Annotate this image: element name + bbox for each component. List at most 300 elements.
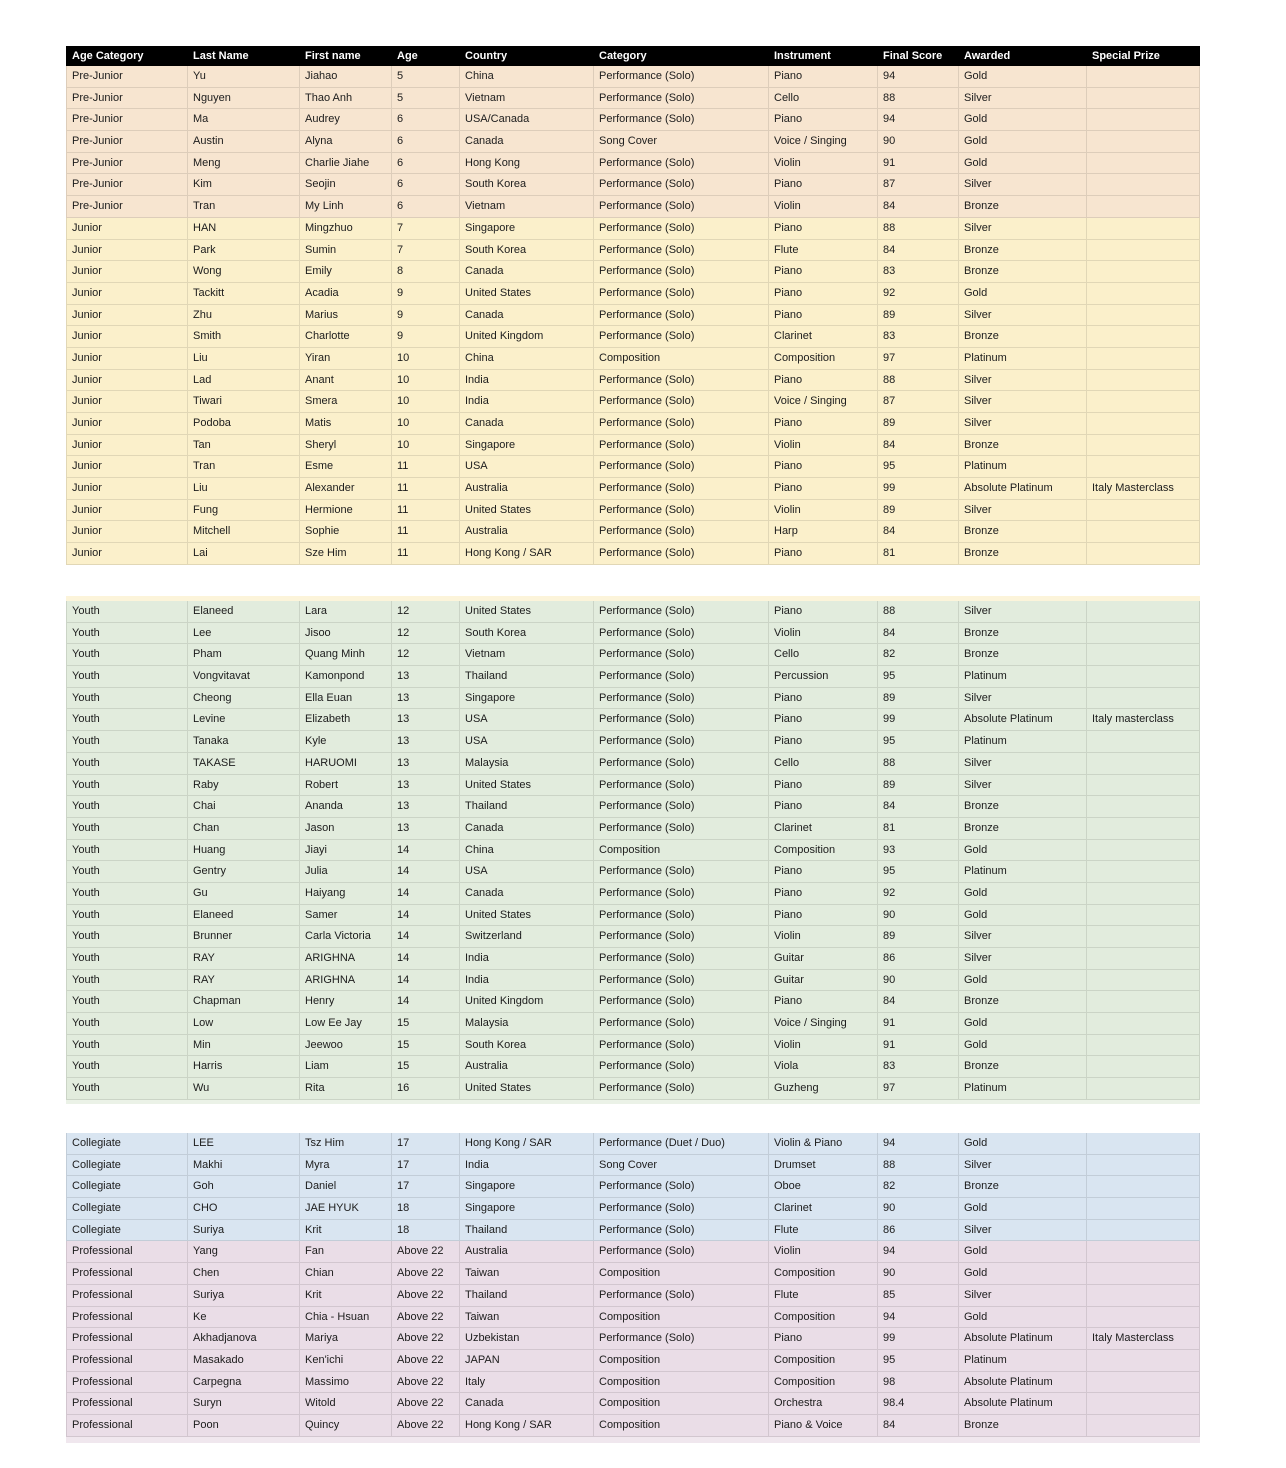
cell[interactable]: 99 xyxy=(878,1328,959,1350)
cell[interactable]: Junior xyxy=(66,261,188,283)
cell[interactable]: Performance (Solo) xyxy=(594,644,769,666)
cell[interactable]: 6 xyxy=(392,153,460,175)
cell[interactable]: USA xyxy=(460,709,594,731)
cell[interactable]: 18 xyxy=(392,1198,460,1220)
cell[interactable]: Gold xyxy=(959,283,1087,305)
cell[interactable]: Tran xyxy=(188,196,300,218)
cell[interactable]: 89 xyxy=(878,926,959,948)
cell[interactable]: Malaysia xyxy=(460,753,594,775)
cell[interactable] xyxy=(1087,883,1200,905)
cell[interactable]: 94 xyxy=(878,109,959,131)
cell[interactable]: Lara xyxy=(300,601,392,623)
cell[interactable]: 86 xyxy=(878,948,959,970)
cell[interactable]: 11 xyxy=(392,521,460,543)
cell[interactable]: Piano xyxy=(769,413,878,435)
cell[interactable]: 92 xyxy=(878,883,959,905)
cell[interactable]: Professional xyxy=(66,1350,188,1372)
cell[interactable] xyxy=(1087,1372,1200,1394)
cell[interactable]: Silver xyxy=(959,305,1087,327)
cell[interactable] xyxy=(1087,305,1200,327)
cell[interactable]: Piano xyxy=(769,731,878,753)
cell[interactable]: 13 xyxy=(392,818,460,840)
cell[interactable]: Flute xyxy=(769,240,878,262)
cell[interactable] xyxy=(1087,1155,1200,1177)
cell[interactable]: Silver xyxy=(959,948,1087,970)
cell[interactable]: Piano xyxy=(769,905,878,927)
cell[interactable]: Composition xyxy=(594,1307,769,1329)
cell[interactable]: Performance (Solo) xyxy=(594,1176,769,1198)
cell[interactable]: Ella Euan xyxy=(300,688,392,710)
cell[interactable]: 88 xyxy=(878,1155,959,1177)
cell[interactable]: Performance (Solo) xyxy=(594,174,769,196)
cell[interactable]: United States xyxy=(460,775,594,797)
cell[interactable]: Platinum xyxy=(959,861,1087,883)
cell[interactable]: 90 xyxy=(878,1263,959,1285)
cell[interactable]: Junior xyxy=(66,543,188,565)
cell[interactable]: 13 xyxy=(392,731,460,753)
cell[interactable]: Raby xyxy=(188,775,300,797)
cell[interactable]: Audrey xyxy=(300,109,392,131)
cell[interactable] xyxy=(1087,1198,1200,1220)
cell[interactable]: Composition xyxy=(769,1263,878,1285)
cell[interactable]: Elaneed xyxy=(188,601,300,623)
cell[interactable]: Composition xyxy=(594,840,769,862)
cell[interactable]: 89 xyxy=(878,500,959,522)
cell[interactable]: Silver xyxy=(959,1155,1087,1177)
cell[interactable]: Zhu xyxy=(188,305,300,327)
cell[interactable]: Junior xyxy=(66,521,188,543)
cell[interactable]: 13 xyxy=(392,688,460,710)
cell[interactable]: 14 xyxy=(392,991,460,1013)
cell[interactable]: Poon xyxy=(188,1415,300,1437)
cell[interactable]: 11 xyxy=(392,543,460,565)
cell[interactable]: Akhadjanova xyxy=(188,1328,300,1350)
cell[interactable]: Bronze xyxy=(959,1056,1087,1078)
cell[interactable]: Ken'ichi xyxy=(300,1350,392,1372)
cell[interactable]: 83 xyxy=(878,1056,959,1078)
cell[interactable]: Mingzhuo xyxy=(300,218,392,240)
cell[interactable] xyxy=(1087,688,1200,710)
cell[interactable]: ARIGHNA xyxy=(300,970,392,992)
cell[interactable]: 16 xyxy=(392,1078,460,1100)
cell[interactable]: Professional xyxy=(66,1263,188,1285)
cell[interactable]: Youth xyxy=(66,905,188,927)
cell[interactable]: Alyna xyxy=(300,131,392,153)
column-header[interactable]: Country xyxy=(460,46,594,66)
cell[interactable]: Performance (Solo) xyxy=(594,731,769,753)
cell[interactable]: Silver xyxy=(959,88,1087,110)
cell[interactable]: Violin xyxy=(769,1035,878,1057)
cell[interactable]: Chia - Hsuan xyxy=(300,1307,392,1329)
cell[interactable]: Cello xyxy=(769,88,878,110)
cell[interactable] xyxy=(1087,88,1200,110)
column-header[interactable]: First name xyxy=(300,46,392,66)
cell[interactable]: 10 xyxy=(392,391,460,413)
column-header[interactable]: Special Prize xyxy=(1087,46,1200,66)
cell[interactable]: 94 xyxy=(878,1241,959,1263)
cell[interactable]: Performance (Solo) xyxy=(594,1241,769,1263)
cell[interactable]: Canada xyxy=(460,131,594,153)
cell[interactable] xyxy=(1087,1078,1200,1100)
cell[interactable]: Silver xyxy=(959,775,1087,797)
cell[interactable]: Carpegna xyxy=(188,1372,300,1394)
cell[interactable]: Jeewoo xyxy=(300,1035,392,1057)
cell[interactable]: Performance (Solo) xyxy=(594,666,769,688)
cell[interactable]: Song Cover xyxy=(594,131,769,153)
cell[interactable]: Youth xyxy=(66,731,188,753)
cell[interactable]: Professional xyxy=(66,1307,188,1329)
cell[interactable]: Acadia xyxy=(300,283,392,305)
cell[interactable]: Performance (Solo) xyxy=(594,1056,769,1078)
cell[interactable]: Bronze xyxy=(959,543,1087,565)
cell[interactable]: 13 xyxy=(392,709,460,731)
cell[interactable]: Performance (Solo) xyxy=(594,883,769,905)
cell[interactable]: Above 22 xyxy=(392,1372,460,1394)
cell[interactable]: Anant xyxy=(300,370,392,392)
cell[interactable]: Massimo xyxy=(300,1372,392,1394)
cell[interactable]: Gold xyxy=(959,970,1087,992)
cell[interactable]: 92 xyxy=(878,283,959,305)
cell[interactable]: Gentry xyxy=(188,861,300,883)
cell[interactable]: TAKASE xyxy=(188,753,300,775)
cell[interactable]: Gold xyxy=(959,1035,1087,1057)
cell[interactable]: Wu xyxy=(188,1078,300,1100)
cell[interactable]: 12 xyxy=(392,623,460,645)
cell[interactable]: Gold xyxy=(959,1263,1087,1285)
cell[interactable]: Gold xyxy=(959,153,1087,175)
cell[interactable]: Orchestra xyxy=(769,1393,878,1415)
cell[interactable]: Nguyen xyxy=(188,88,300,110)
cell[interactable]: Hermione xyxy=(300,500,392,522)
cell[interactable]: 11 xyxy=(392,500,460,522)
cell[interactable]: Piano & Voice xyxy=(769,1415,878,1437)
cell[interactable]: Performance (Solo) xyxy=(594,905,769,927)
cell[interactable]: 94 xyxy=(878,66,959,88)
cell[interactable]: 10 xyxy=(392,348,460,370)
cell[interactable]: South Korea xyxy=(460,1035,594,1057)
cell[interactable]: Performance (Solo) xyxy=(594,326,769,348)
cell[interactable]: Performance (Solo) xyxy=(594,818,769,840)
cell[interactable]: Professional xyxy=(66,1415,188,1437)
cell[interactable]: USA/Canada xyxy=(460,109,594,131)
cell[interactable]: Performance (Solo) xyxy=(594,753,769,775)
cell[interactable]: Witold xyxy=(300,1393,392,1415)
cell[interactable]: Switzerland xyxy=(460,926,594,948)
cell[interactable] xyxy=(1087,731,1200,753)
cell[interactable]: Gold xyxy=(959,883,1087,905)
cell[interactable] xyxy=(1087,840,1200,862)
cell[interactable]: Robert xyxy=(300,775,392,797)
cell[interactable] xyxy=(1087,1133,1200,1155)
cell[interactable]: Performance (Solo) xyxy=(594,601,769,623)
cell[interactable]: Harris xyxy=(188,1056,300,1078)
cell[interactable]: Platinum xyxy=(959,1078,1087,1100)
cell[interactable]: Cheong xyxy=(188,688,300,710)
cell[interactable]: Liam xyxy=(300,1056,392,1078)
cell[interactable]: Junior xyxy=(66,456,188,478)
cell[interactable]: Clarinet xyxy=(769,326,878,348)
cell[interactable]: Silver xyxy=(959,1285,1087,1307)
cell[interactable]: 82 xyxy=(878,1176,959,1198)
cell[interactable]: 10 xyxy=(392,435,460,457)
cell[interactable]: India xyxy=(460,970,594,992)
cell[interactable]: Podoba xyxy=(188,413,300,435)
cell[interactable]: Collegiate xyxy=(66,1133,188,1155)
cell[interactable]: Cello xyxy=(769,644,878,666)
cell[interactable]: 6 xyxy=(392,196,460,218)
cell[interactable]: Piano xyxy=(769,370,878,392)
cell[interactable]: Thailand xyxy=(460,1285,594,1307)
cell[interactable] xyxy=(1087,153,1200,175)
cell[interactable]: Bronze xyxy=(959,1176,1087,1198)
cell[interactable]: Composition xyxy=(769,1307,878,1329)
cell[interactable]: 15 xyxy=(392,1013,460,1035)
cell[interactable]: Lad xyxy=(188,370,300,392)
cell[interactable]: Above 22 xyxy=(392,1241,460,1263)
cell[interactable]: 95 xyxy=(878,456,959,478)
cell[interactable]: Bronze xyxy=(959,1415,1087,1437)
cell[interactable]: 15 xyxy=(392,1035,460,1057)
cell[interactable]: Bronze xyxy=(959,818,1087,840)
cell[interactable]: Clarinet xyxy=(769,818,878,840)
cell[interactable]: 9 xyxy=(392,326,460,348)
cell[interactable]: Chai xyxy=(188,796,300,818)
cell[interactable]: 90 xyxy=(878,970,959,992)
cell[interactable] xyxy=(1087,521,1200,543)
cell[interactable]: Canada xyxy=(460,818,594,840)
cell[interactable] xyxy=(1087,970,1200,992)
cell[interactable]: 84 xyxy=(878,991,959,1013)
cell[interactable]: My Linh xyxy=(300,196,392,218)
cell[interactable] xyxy=(1087,348,1200,370)
cell[interactable]: Voice / Singing xyxy=(769,1013,878,1035)
cell[interactable]: Absolute Platinum xyxy=(959,1372,1087,1394)
cell[interactable]: Gold xyxy=(959,1013,1087,1035)
column-header[interactable]: Age xyxy=(392,46,460,66)
cell[interactable]: Professional xyxy=(66,1328,188,1350)
cell[interactable]: Performance (Solo) xyxy=(594,1013,769,1035)
cell[interactable]: 14 xyxy=(392,883,460,905)
cell[interactable]: Cello xyxy=(769,753,878,775)
cell[interactable]: Suryn xyxy=(188,1393,300,1415)
cell[interactable]: Youth xyxy=(66,1035,188,1057)
cell[interactable]: Performance (Solo) xyxy=(594,370,769,392)
cell[interactable]: Performance (Solo) xyxy=(594,543,769,565)
cell[interactable]: Performance (Solo) xyxy=(594,153,769,175)
cell[interactable]: Ananda xyxy=(300,796,392,818)
cell[interactable]: Performance (Solo) xyxy=(594,521,769,543)
cell[interactable]: United States xyxy=(460,283,594,305)
cell[interactable]: Performance (Solo) xyxy=(594,66,769,88)
cell[interactable]: 8 xyxy=(392,261,460,283)
cell[interactable]: Above 22 xyxy=(392,1263,460,1285)
cell[interactable] xyxy=(1087,543,1200,565)
cell[interactable]: Bronze xyxy=(959,240,1087,262)
cell[interactable]: Masakado xyxy=(188,1350,300,1372)
cell[interactable]: South Korea xyxy=(460,174,594,196)
cell[interactable]: India xyxy=(460,391,594,413)
cell[interactable]: 89 xyxy=(878,413,959,435)
cell[interactable]: Gold xyxy=(959,131,1087,153)
cell[interactable]: HARUOMI xyxy=(300,753,392,775)
cell[interactable]: Canada xyxy=(460,305,594,327)
cell[interactable] xyxy=(1087,1176,1200,1198)
cell[interactable]: Piano xyxy=(769,174,878,196)
cell[interactable]: Yang xyxy=(188,1241,300,1263)
cell[interactable]: Piano xyxy=(769,543,878,565)
cell[interactable]: Pham xyxy=(188,644,300,666)
cell[interactable]: 84 xyxy=(878,521,959,543)
cell[interactable]: Performance (Duet / Duo) xyxy=(594,1133,769,1155)
cell[interactable]: Composition xyxy=(769,840,878,862)
cell[interactable]: Junior xyxy=(66,478,188,500)
cell[interactable]: Australia xyxy=(460,1056,594,1078)
cell[interactable]: Levine xyxy=(188,709,300,731)
cell[interactable] xyxy=(1087,796,1200,818)
cell[interactable]: Performance (Solo) xyxy=(594,1078,769,1100)
cell[interactable]: Tiwari xyxy=(188,391,300,413)
cell[interactable] xyxy=(1087,196,1200,218)
cell[interactable]: Piano xyxy=(769,218,878,240)
cell[interactable]: 10 xyxy=(392,413,460,435)
cell[interactable]: China xyxy=(460,348,594,370)
cell[interactable]: Platinum xyxy=(959,456,1087,478)
cell[interactable]: Professional xyxy=(66,1285,188,1307)
cell[interactable]: Henry xyxy=(300,991,392,1013)
cell[interactable]: Platinum xyxy=(959,666,1087,688)
cell[interactable]: Performance (Solo) xyxy=(594,478,769,500)
cell[interactable] xyxy=(1087,601,1200,623)
cell[interactable]: Piano xyxy=(769,796,878,818)
cell[interactable] xyxy=(1087,500,1200,522)
cell[interactable]: Silver xyxy=(959,500,1087,522)
cell[interactable]: Absolute Platinum xyxy=(959,1393,1087,1415)
cell[interactable]: Bronze xyxy=(959,796,1087,818)
cell[interactable]: Suriya xyxy=(188,1285,300,1307)
cell[interactable]: United Kingdom xyxy=(460,991,594,1013)
cell[interactable]: Youth xyxy=(66,818,188,840)
cell[interactable]: Performance (Solo) xyxy=(594,1328,769,1350)
cell[interactable]: Singapore xyxy=(460,218,594,240)
cell[interactable]: JAPAN xyxy=(460,1350,594,1372)
cell[interactable]: Liu xyxy=(188,348,300,370)
cell[interactable] xyxy=(1087,926,1200,948)
cell[interactable]: Performance (Solo) xyxy=(594,500,769,522)
cell[interactable]: Bronze xyxy=(959,521,1087,543)
cell[interactable]: Park xyxy=(188,240,300,262)
cell[interactable]: Pre-Junior xyxy=(66,109,188,131)
cell[interactable]: Violin xyxy=(769,435,878,457)
cell[interactable]: Singapore xyxy=(460,688,594,710)
cell[interactable]: Gold xyxy=(959,905,1087,927)
cell[interactable]: 84 xyxy=(878,623,959,645)
cell[interactable]: Kyle xyxy=(300,731,392,753)
cell[interactable]: Drumset xyxy=(769,1155,878,1177)
cell[interactable]: Performance (Solo) xyxy=(594,109,769,131)
cell[interactable]: Gold xyxy=(959,1133,1087,1155)
cell[interactable]: 13 xyxy=(392,775,460,797)
cell[interactable]: Silver xyxy=(959,391,1087,413)
cell[interactable] xyxy=(1087,435,1200,457)
cell[interactable]: Piano xyxy=(769,261,878,283)
cell[interactable]: Marius xyxy=(300,305,392,327)
cell[interactable]: Krit xyxy=(300,1285,392,1307)
cell[interactable]: Seojin xyxy=(300,174,392,196)
cell[interactable]: Haiyang xyxy=(300,883,392,905)
cell[interactable]: Absolute Platinum xyxy=(959,478,1087,500)
cell[interactable]: Junior xyxy=(66,218,188,240)
cell[interactable]: Tran xyxy=(188,456,300,478)
cell[interactable]: Collegiate xyxy=(66,1155,188,1177)
cell[interactable] xyxy=(1087,1056,1200,1078)
cell[interactable]: Performance (Solo) xyxy=(594,991,769,1013)
cell[interactable]: HAN xyxy=(188,218,300,240)
cell[interactable]: Violin xyxy=(769,196,878,218)
cell[interactable]: Composition xyxy=(594,1393,769,1415)
cell[interactable]: 6 xyxy=(392,131,460,153)
cell[interactable]: Pre-Junior xyxy=(66,88,188,110)
cell[interactable]: Performance (Solo) xyxy=(594,240,769,262)
cell[interactable]: 5 xyxy=(392,88,460,110)
cell[interactable]: Canada xyxy=(460,1393,594,1415)
cell[interactable]: Performance (Solo) xyxy=(594,796,769,818)
cell[interactable]: Bronze xyxy=(959,644,1087,666)
cell[interactable] xyxy=(1087,861,1200,883)
cell[interactable]: Platinum xyxy=(959,731,1087,753)
cell[interactable]: Piano xyxy=(769,688,878,710)
cell[interactable] xyxy=(1087,131,1200,153)
cell[interactable]: Pre-Junior xyxy=(66,196,188,218)
cell[interactable]: 5 xyxy=(392,66,460,88)
cell[interactable]: 95 xyxy=(878,861,959,883)
cell[interactable] xyxy=(1087,644,1200,666)
cell[interactable]: Youth xyxy=(66,861,188,883)
cell[interactable]: Jason xyxy=(300,818,392,840)
cell[interactable]: Ke xyxy=(188,1307,300,1329)
cell[interactable]: Australia xyxy=(460,521,594,543)
cell[interactable]: Above 22 xyxy=(392,1307,460,1329)
cell[interactable] xyxy=(1087,1415,1200,1437)
cell[interactable]: 81 xyxy=(878,543,959,565)
cell[interactable]: Pre-Junior xyxy=(66,66,188,88)
cell[interactable]: Tan xyxy=(188,435,300,457)
cell[interactable]: Violin xyxy=(769,500,878,522)
cell[interactable] xyxy=(1087,1220,1200,1242)
cell[interactable]: Junior xyxy=(66,500,188,522)
cell[interactable]: Bronze xyxy=(959,623,1087,645)
cell[interactable]: Rita xyxy=(300,1078,392,1100)
cell[interactable]: 82 xyxy=(878,644,959,666)
cell[interactable]: 85 xyxy=(878,1285,959,1307)
cell[interactable]: Piano xyxy=(769,1328,878,1350)
cell[interactable]: Fan xyxy=(300,1241,392,1263)
cell[interactable] xyxy=(1087,948,1200,970)
cell[interactable]: Ma xyxy=(188,109,300,131)
cell[interactable] xyxy=(1087,391,1200,413)
cell[interactable]: United States xyxy=(460,500,594,522)
cell[interactable]: Canada xyxy=(460,883,594,905)
cell[interactable]: 84 xyxy=(878,435,959,457)
cell[interactable] xyxy=(1087,66,1200,88)
cell[interactable]: Gold xyxy=(959,1198,1087,1220)
cell[interactable]: Performance (Solo) xyxy=(594,305,769,327)
column-header[interactable]: Category xyxy=(594,46,769,66)
cell[interactable]: Composition xyxy=(769,1372,878,1394)
cell[interactable]: Youth xyxy=(66,775,188,797)
cell[interactable] xyxy=(1087,623,1200,645)
cell[interactable]: China xyxy=(460,66,594,88)
cell[interactable]: 13 xyxy=(392,796,460,818)
